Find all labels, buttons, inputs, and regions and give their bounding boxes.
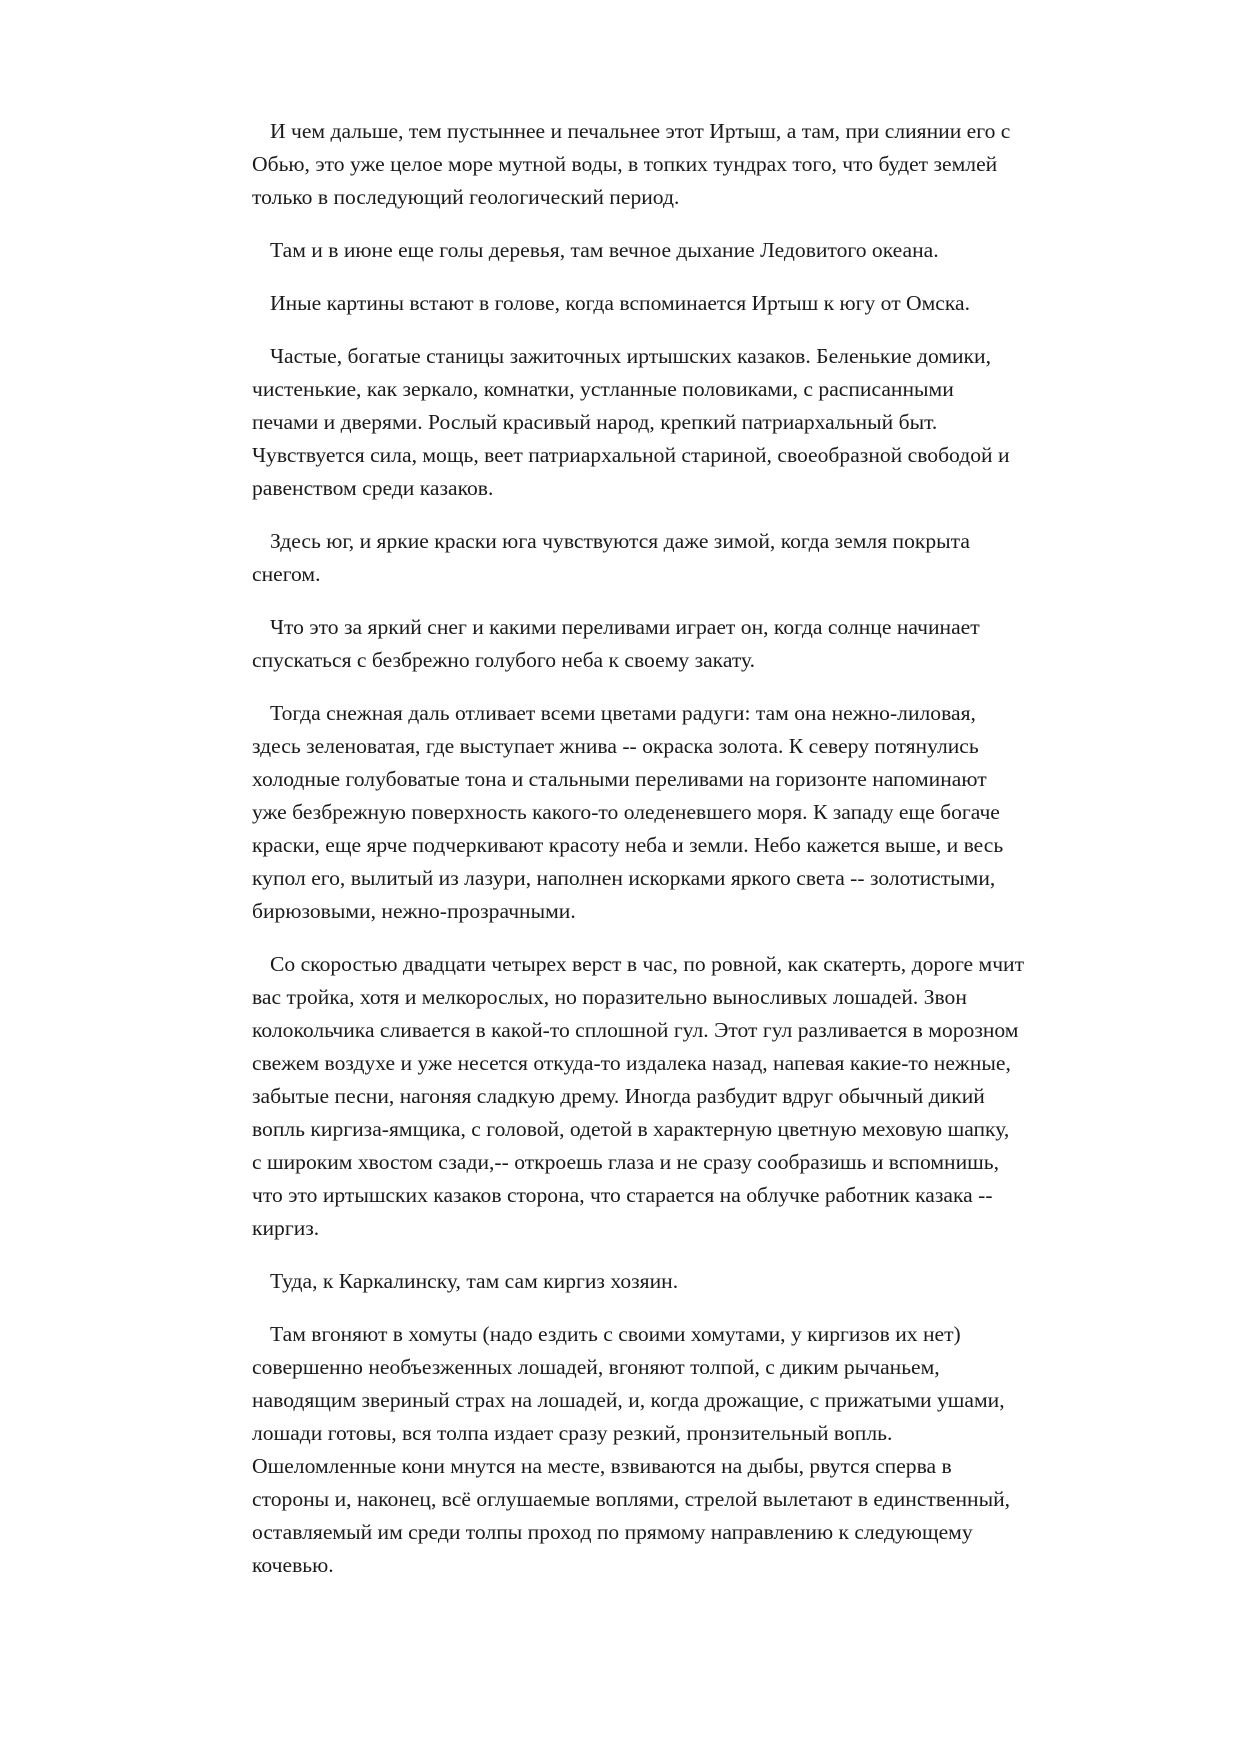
text-line: Чувствуется сила, мощь, веет патриархальной стариной, своеобразной свободой и bbox=[252, 443, 1010, 467]
text-line: И чем дальше, тем пустыннее и печальнее этот Иртыш, а там, при слиянии его с bbox=[270, 119, 1011, 143]
text-line: купол его, вылитый из лазури, наполнен искорками яркого света -- золотистыми, bbox=[252, 866, 996, 890]
text-line: Здесь юг, и яркие краски юга чувствуются даже зимой, когда земля покрыта bbox=[270, 529, 970, 553]
text-line: совершенно необъезженных лошадей, вгоняют толпой, с диким рычаньем, bbox=[252, 1355, 940, 1379]
text-line: равенством среди казаков. bbox=[252, 476, 494, 500]
text-line: кочевью. bbox=[252, 1553, 334, 1577]
text-line: что это иртышских казаков сторона, что старается на облучке работник казака -- bbox=[252, 1183, 993, 1207]
text-line: только в последующий геологический период. bbox=[252, 185, 680, 209]
text-line: наводящим звериный страх на лошадей, и, когда дрожащие, с прижатыми ушами, bbox=[252, 1388, 1005, 1412]
text-line: Частые, богатые станицы зажиточных иртышских казаков. Беленькие домики, bbox=[270, 344, 991, 368]
text-line: забытые песни, нагоняя сладкую дрему. Иногда разбудит вдруг обычный дикий bbox=[252, 1084, 985, 1108]
text-line: оставляемый им среди толпы проход по прямому направлению к следующему bbox=[252, 1520, 973, 1544]
text-line: чистенькие, как зеркало, комнатки, устланные половиками, с расписанными bbox=[252, 377, 954, 401]
text-line: свежем воздухе и уже несется откуда-то издалека назад, напевая какие-то нежные, bbox=[252, 1051, 1011, 1075]
text-line: Тогда снежная даль отливает всеми цветами радуги: там она нежно-лиловая, bbox=[270, 701, 976, 725]
text-line: Со скоростью двадцати четырех верст в час, по ровной, как скатерть, дороге мчит bbox=[270, 952, 1025, 976]
text-line: вас тройка, хотя и мелкорослых, но поразительно выносливых лошадей. Звон bbox=[252, 985, 967, 1009]
paragraph bbox=[252, 525, 1172, 591]
text-line: краски, еще ярче подчеркивают красоту неба и земли. Небо кажется выше, и весь bbox=[252, 833, 1004, 857]
text-line: печами и дверями. Рослый красивый народ, крепкий патриархальный быт. bbox=[252, 410, 938, 434]
text-line: колокольчика сливается в какой-то сплошной гул. Этот гул разливается в морозном bbox=[252, 1018, 1019, 1042]
text-line: снегом. bbox=[252, 562, 321, 586]
text-line: Там и в июне еще голы деревья, там вечное дыхание Ледовитого океана. bbox=[270, 238, 939, 262]
text-line: уже безбрежную поверхность какого-то оледеневшего моря. К западу еще богаче bbox=[252, 800, 1000, 824]
paragraph bbox=[252, 340, 1172, 505]
text-line: лошади готовы, вся толпа издает сразу резкий, пронзительный вопль. bbox=[252, 1421, 893, 1445]
paragraph bbox=[252, 234, 1172, 267]
text-line: холодные голубоватые тона и стальными переливами на горизонте напоминают bbox=[252, 767, 987, 791]
text-line: Туда, к Каркалинску, там сам киргиз хозяин. bbox=[270, 1269, 679, 1293]
text-line: Иные картины встают в голове, когда вспоминается Иртыш к югу от Омска. bbox=[270, 291, 971, 315]
text-line: стороны и, наконец, всё оглушаемые воплями, стрелой вылетают в единственный, bbox=[252, 1487, 1011, 1511]
paragraph bbox=[252, 287, 1172, 320]
text-line: Там вгоняют в хомуты (надо ездить с своими хомутами, у киргизов их нет) bbox=[270, 1322, 961, 1346]
text-line: Ошеломленные кони мнутся на месте, взвиваются на дыбы, рвутся сперва в bbox=[252, 1454, 952, 1478]
text-line: Обью, это уже целое море мутной воды, в топких тундрах того, что будет землей bbox=[252, 152, 998, 176]
paragraph bbox=[252, 1318, 1172, 1582]
text-line: Что это за яркий снег и какими переливами играет он, когда солнце начинает bbox=[270, 615, 980, 639]
document-page bbox=[252, 115, 1172, 1602]
text-line: спускаться с безбрежно голубого неба к своему закату. bbox=[252, 648, 756, 672]
paragraph bbox=[252, 1265, 1172, 1298]
paragraph bbox=[252, 948, 1172, 1245]
text-line: киргиз. bbox=[252, 1216, 320, 1240]
text-line: с широким хвостом сзади,-- откроешь глаза и не сразу сообразишь и вспомнишь, bbox=[252, 1150, 1000, 1174]
paragraph bbox=[252, 611, 1172, 677]
text-line: вопль киргиза-ямщика, с головой, одетой в характерную цветную меховую шапку, bbox=[252, 1117, 1010, 1141]
paragraph bbox=[252, 115, 1172, 214]
text-line: здесь зеленоватая, где выступает жнива -- окраска золота. К северу потянулись bbox=[252, 734, 979, 758]
text-line: бирюзовыми, нежно-прозрачными. bbox=[252, 899, 576, 923]
paragraph bbox=[252, 697, 1172, 928]
